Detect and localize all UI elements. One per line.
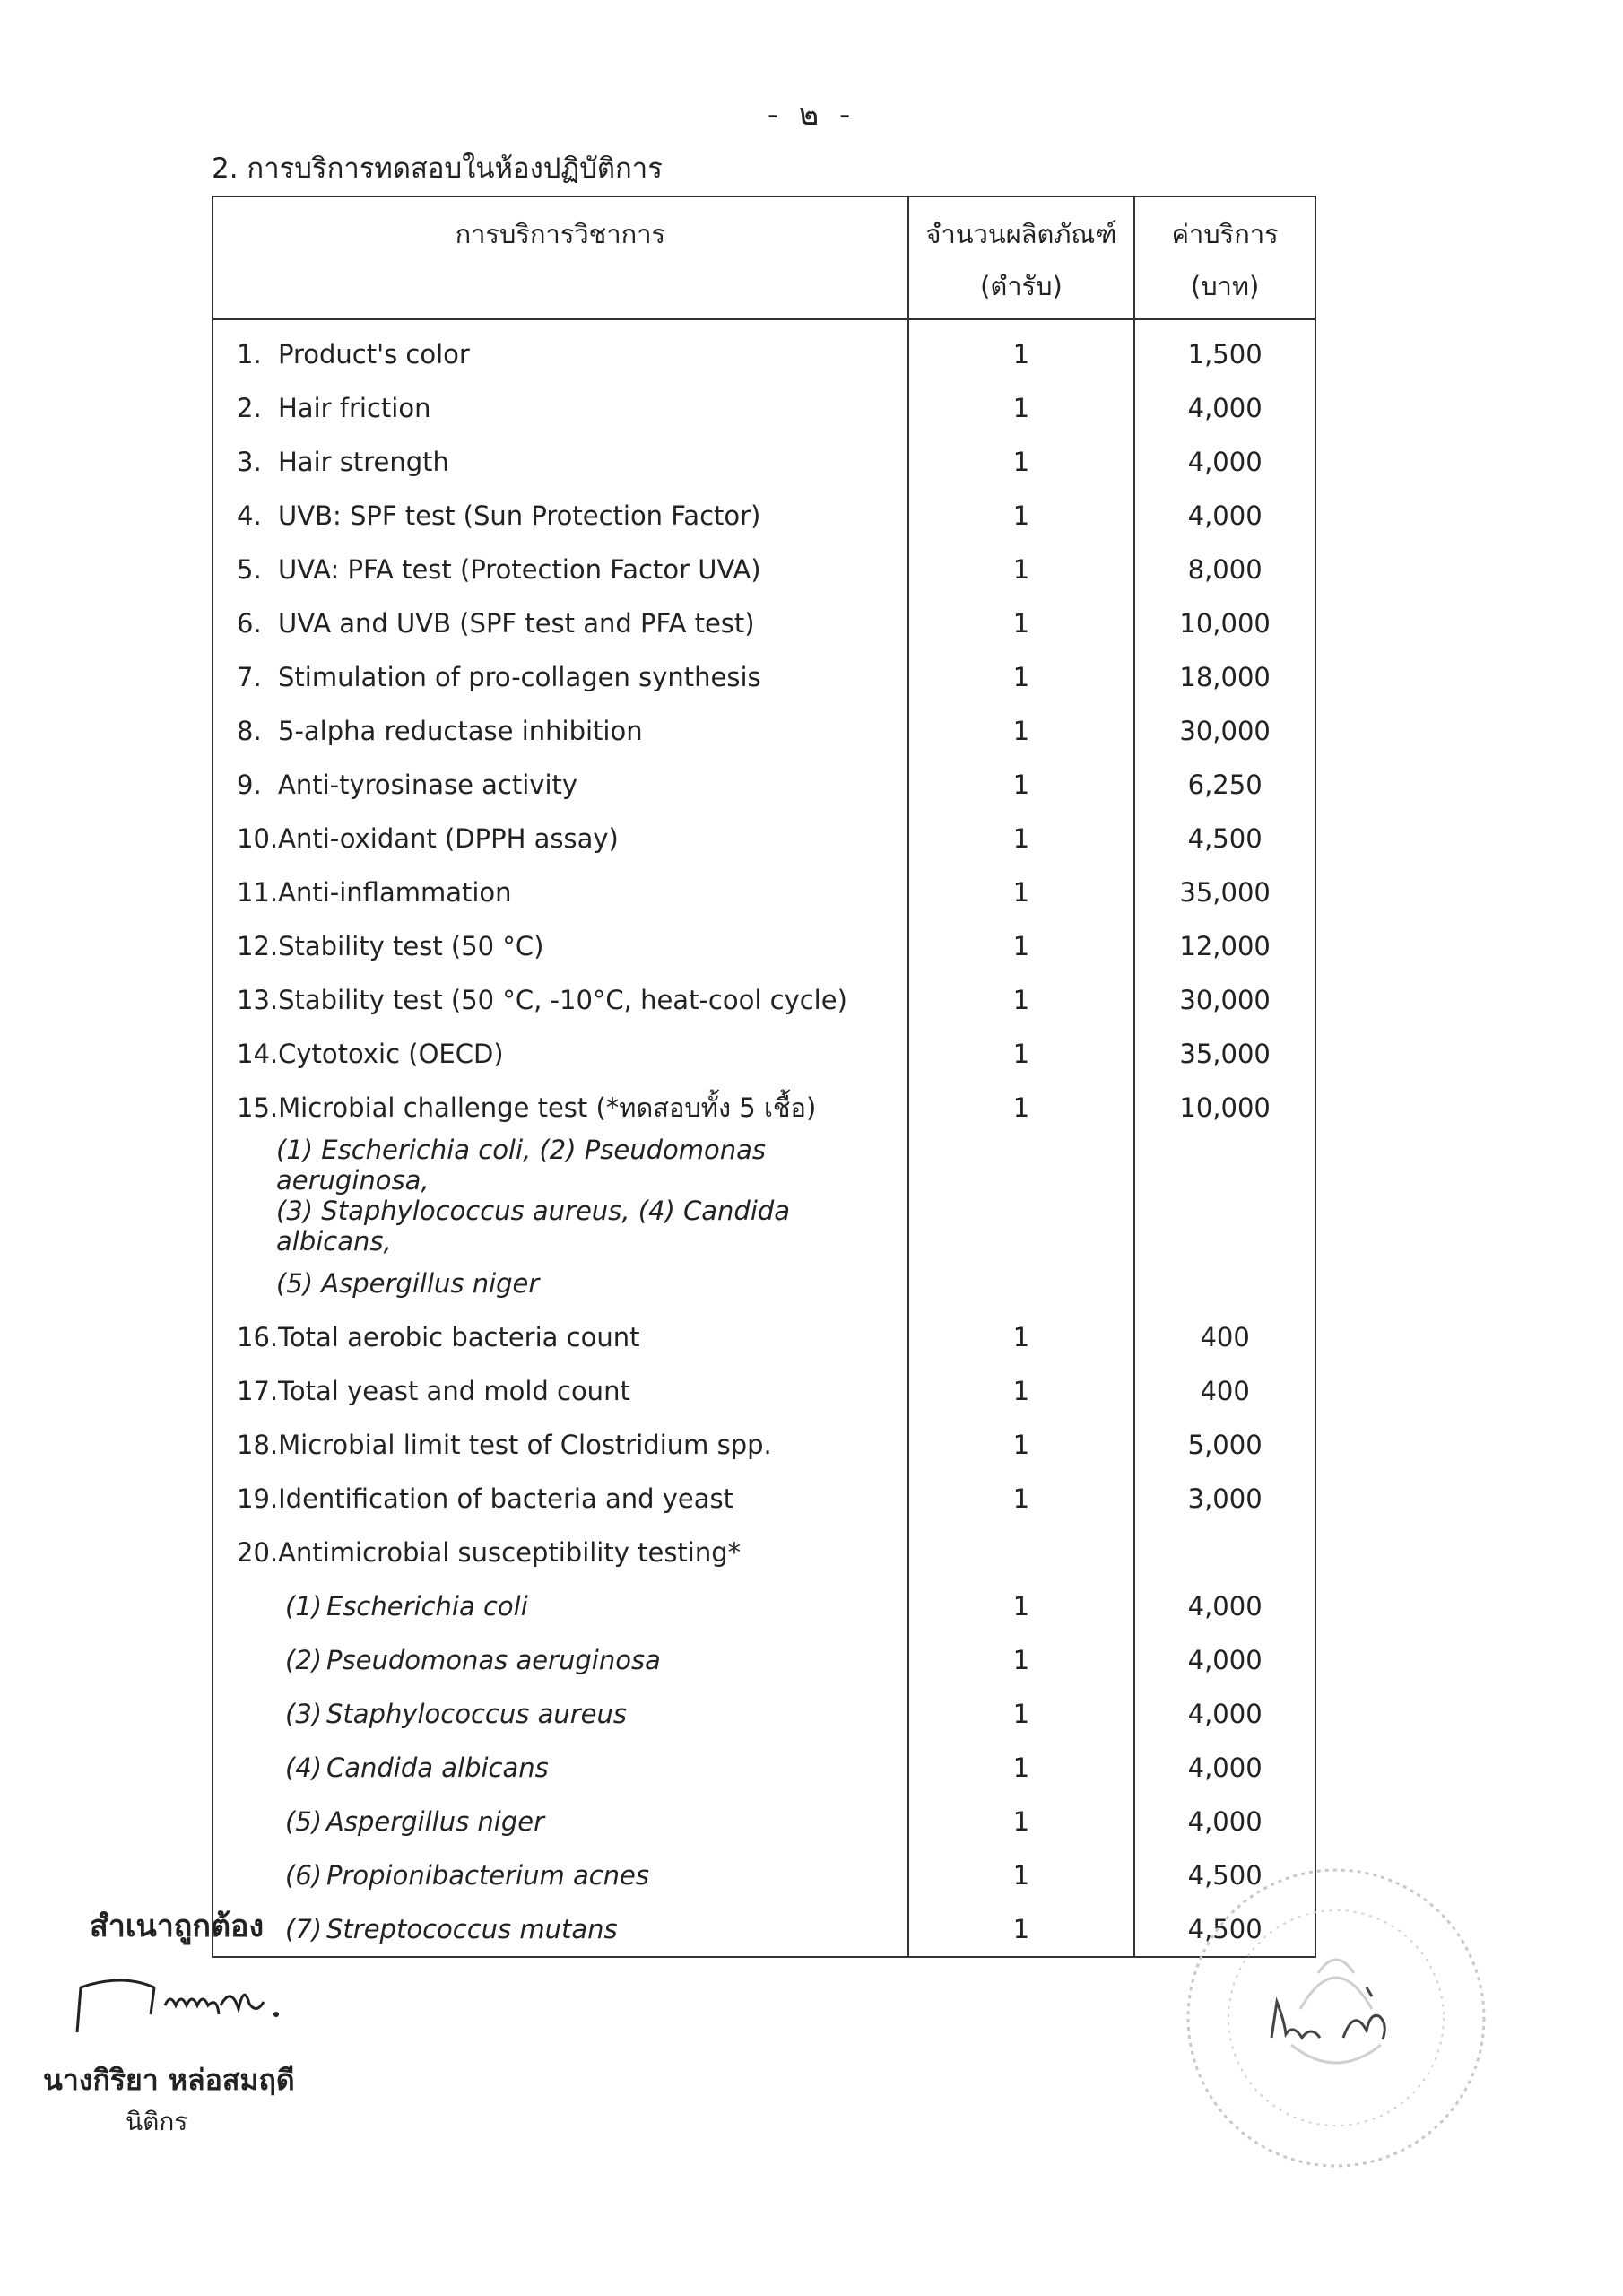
table-row xyxy=(213,758,1315,812)
quantity-cell xyxy=(908,1196,1135,1257)
price-cell: 10,000 xyxy=(1134,596,1315,650)
service-name-cell xyxy=(213,489,908,543)
quantity-cell: 1 xyxy=(908,865,1135,919)
item-number: (5) xyxy=(285,1806,323,1837)
service-name: Antimicrobial susceptibility testing* xyxy=(278,1537,742,1568)
header-quantity: จำนวนผลิตภัณฑ์ (ตำรับ) xyxy=(908,196,1135,319)
sub-table-row xyxy=(213,1795,1315,1848)
quantity-cell: 1 xyxy=(908,1579,1135,1633)
table-row xyxy=(213,319,1315,381)
service-name-cell xyxy=(213,435,908,489)
quantity-cell: 1 xyxy=(908,1633,1135,1687)
quantity-cell: 1 xyxy=(908,543,1135,596)
table-row xyxy=(213,381,1315,435)
quantity-cell: 1 xyxy=(908,1310,1135,1364)
table-row xyxy=(213,596,1315,650)
service-name-cell xyxy=(213,1579,908,1633)
price-cell: 35,000 xyxy=(1134,865,1315,919)
quantity-cell xyxy=(908,1257,1135,1310)
item-number: 17. xyxy=(237,1376,279,1406)
price-cell: 3,000 xyxy=(1134,1472,1315,1526)
service-name: UVB: SPF test (Sun Protection Factor) xyxy=(278,500,761,531)
page-number: - ๒ - xyxy=(767,97,856,133)
sub-table-row xyxy=(213,1687,1315,1741)
price-cell: 4,000 xyxy=(1134,1795,1315,1848)
table-row xyxy=(213,1418,1315,1472)
sub-table-row xyxy=(213,1848,1315,1902)
table-row xyxy=(213,543,1315,596)
service-name: Candida albicans xyxy=(326,1752,549,1783)
quantity-cell xyxy=(908,1526,1135,1579)
service-name: Total aerobic bacteria count xyxy=(278,1322,640,1352)
service-name: Microbial challenge test (*ทดสอบทั้ง 5 เชื้อ) xyxy=(278,1092,817,1123)
quantity-cell: 1 xyxy=(908,650,1135,704)
quantity-cell: 1 xyxy=(908,1418,1135,1472)
price-cell: 4,000 xyxy=(1134,435,1315,489)
quantity-cell: 1 xyxy=(908,1027,1135,1081)
quantity-cell: 1 xyxy=(908,1687,1135,1741)
quantity-cell: 1 xyxy=(908,596,1135,650)
service-name-cell xyxy=(213,1902,908,1957)
service-name: Stability test (50 °C, -10°C, heat-cool cycle) xyxy=(278,985,847,1015)
service-name: (5) Aspergillus niger xyxy=(276,1268,540,1299)
service-name: Staphylococcus aureus xyxy=(326,1699,627,1729)
table-row xyxy=(213,489,1315,543)
quantity-cell: 1 xyxy=(908,435,1135,489)
price-cell: 8,000 xyxy=(1134,543,1315,596)
service-name-cell xyxy=(213,1081,908,1135)
quantity-cell: 1 xyxy=(908,1848,1135,1902)
section-title: 2. การบริการทดสอบในห้องปฏิบัติการ xyxy=(212,152,663,185)
price-cell: 18,000 xyxy=(1134,650,1315,704)
service-name-cell xyxy=(213,919,908,973)
certifier-role: นิติกร xyxy=(126,2107,188,2136)
item-number: 1. xyxy=(237,339,262,370)
item-number: 4. xyxy=(237,500,262,531)
price-cell: 4,000 xyxy=(1134,1579,1315,1633)
price-cell: 4,500 xyxy=(1134,1848,1315,1902)
item-number: 19. xyxy=(237,1483,279,1514)
quantity-cell: 1 xyxy=(908,489,1135,543)
item-number: 14. xyxy=(237,1039,279,1069)
service-name: Anti-oxidant (DPPH assay) xyxy=(278,823,619,854)
service-name: Total yeast and mold count xyxy=(278,1376,630,1406)
sub-table-row xyxy=(213,1633,1315,1687)
service-name-cell xyxy=(213,1633,908,1687)
price-cell: 400 xyxy=(1134,1310,1315,1364)
item-number: (1) xyxy=(285,1591,323,1622)
official-seal-stamp xyxy=(1166,1839,1506,2179)
service-name-cell xyxy=(213,1741,908,1795)
item-number: 13. xyxy=(237,985,279,1015)
quantity-cell: 1 xyxy=(908,919,1135,973)
service-name: Stability test (50 °C) xyxy=(278,931,544,961)
price-cell xyxy=(1134,1196,1315,1257)
item-number: 11. xyxy=(237,877,279,908)
service-name: UVA and UVB (SPF test and PFA test) xyxy=(278,608,755,639)
service-name-cell xyxy=(213,543,908,596)
item-number: 15. xyxy=(237,1092,279,1123)
service-name-cell xyxy=(213,1257,908,1310)
item-number: 10. xyxy=(237,823,279,854)
table-row xyxy=(213,973,1315,1027)
service-name-cell xyxy=(213,758,908,812)
service-name-cell xyxy=(213,1135,908,1196)
quantity-cell: 1 xyxy=(908,704,1135,758)
quantity-cell: 1 xyxy=(908,973,1135,1027)
service-name-cell xyxy=(213,812,908,865)
price-cell: 6,250 xyxy=(1134,758,1315,812)
quantity-cell: 1 xyxy=(908,1902,1135,1957)
table-row xyxy=(213,865,1315,919)
item-number: 9. xyxy=(237,770,262,800)
organism-list-line xyxy=(213,1196,1315,1257)
service-name: (1) Escherichia coli, (2) Pseudomonas aeruginosa, xyxy=(276,1135,767,1196)
item-number: 8. xyxy=(237,716,262,746)
table-body xyxy=(213,319,1315,1957)
sub-table-row xyxy=(213,1579,1315,1633)
price-cell: 4,500 xyxy=(1134,1902,1315,1957)
price-cell: 5,000 xyxy=(1134,1418,1315,1472)
item-number: 20. xyxy=(237,1537,279,1568)
item-number: 6. xyxy=(237,608,262,639)
service-name-cell xyxy=(213,1526,908,1579)
service-name: Streptococcus mutans xyxy=(326,1914,618,1944)
organism-list-line xyxy=(213,1135,1315,1196)
price-cell: 1,500 xyxy=(1134,319,1315,381)
quantity-cell: 1 xyxy=(908,1795,1135,1848)
price-cell xyxy=(1134,1526,1315,1579)
handwritten-signature xyxy=(68,1961,301,2050)
service-name-cell xyxy=(213,1848,908,1902)
price-cell: 4,000 xyxy=(1134,381,1315,435)
service-name-cell xyxy=(213,650,908,704)
certifier-name: นางกิริยา หล่อสมฤดี xyxy=(43,2063,295,2097)
certified-copy-label: สำเนาถูกต้อง xyxy=(90,1909,265,1944)
item-number: 12. xyxy=(237,931,279,961)
item-number: (7) xyxy=(285,1914,323,1944)
item-number: 3. xyxy=(237,447,262,477)
service-name-cell xyxy=(213,1364,908,1418)
service-name: Product's color xyxy=(278,339,470,370)
price-cell: 12,000 xyxy=(1134,919,1315,973)
item-number: (3) xyxy=(285,1699,323,1729)
table-row xyxy=(213,919,1315,973)
quantity-cell: 1 xyxy=(908,1364,1135,1418)
table-row xyxy=(213,1364,1315,1418)
service-name: Aspergillus niger xyxy=(326,1806,545,1837)
service-name: Escherichia coli xyxy=(326,1591,528,1622)
sub-table-row xyxy=(213,1741,1315,1795)
service-name-cell xyxy=(213,1027,908,1081)
service-name: Identification of bacteria and yeast xyxy=(278,1483,733,1514)
service-name-cell xyxy=(213,1310,908,1364)
service-name-cell xyxy=(213,704,908,758)
header-service: การบริการวิชาการ xyxy=(213,196,908,319)
item-number: 16. xyxy=(237,1322,279,1352)
organism-list-line xyxy=(213,1257,1315,1310)
price-cell: 400 xyxy=(1134,1364,1315,1418)
price-cell: 30,000 xyxy=(1134,973,1315,1027)
item-number: (4) xyxy=(285,1752,323,1783)
table-row xyxy=(213,1310,1315,1364)
item-number: 7. xyxy=(237,662,262,692)
table-header-row xyxy=(213,196,1315,319)
service-name-cell xyxy=(213,1472,908,1526)
service-name-cell xyxy=(213,1418,908,1472)
service-name-cell xyxy=(213,381,908,435)
service-name-cell xyxy=(213,596,908,650)
service-name: Microbial limit test of Clostridium spp. xyxy=(278,1430,772,1460)
price-cell xyxy=(1134,1257,1315,1310)
item-number: 5. xyxy=(237,554,262,585)
quantity-cell: 1 xyxy=(908,1472,1135,1526)
service-name: Anti-inflammation xyxy=(278,877,512,908)
item-number: (6) xyxy=(285,1860,323,1891)
service-name: (3) Staphylococcus aureus, (4) Candida albicans, xyxy=(276,1196,791,1257)
quantity-cell: 1 xyxy=(908,319,1135,381)
service-name-cell xyxy=(213,1687,908,1741)
table-row xyxy=(213,812,1315,865)
service-name-cell xyxy=(213,865,908,919)
table-row xyxy=(213,704,1315,758)
table-row xyxy=(213,1027,1315,1081)
quantity-cell: 1 xyxy=(908,381,1135,435)
table-row xyxy=(213,650,1315,704)
quantity-cell: 1 xyxy=(908,812,1135,865)
price-cell: 4,500 xyxy=(1134,812,1315,865)
table-row xyxy=(213,1472,1315,1526)
table-row xyxy=(213,1526,1315,1579)
quantity-cell: 1 xyxy=(908,1741,1135,1795)
header-price: ค่าบริการ (บาท) xyxy=(1134,196,1315,319)
price-cell xyxy=(1134,1135,1315,1196)
price-cell: 30,000 xyxy=(1134,704,1315,758)
table-row xyxy=(213,435,1315,489)
price-cell: 10,000 xyxy=(1134,1081,1315,1135)
price-cell: 4,000 xyxy=(1134,489,1315,543)
service-fee-table xyxy=(212,196,1316,1958)
service-name: Anti-tyrosinase activity xyxy=(278,770,578,800)
price-cell: 4,000 xyxy=(1134,1741,1315,1795)
service-name-cell xyxy=(213,973,908,1027)
service-name: 5-alpha reductase inhibition xyxy=(278,716,643,746)
service-name: Stimulation of pro-collagen synthesis xyxy=(278,662,761,692)
table-row xyxy=(213,1081,1315,1135)
service-name: Hair friction xyxy=(278,393,431,423)
item-number: (2) xyxy=(285,1645,323,1675)
item-number: 18. xyxy=(237,1430,279,1460)
price-cell: 4,000 xyxy=(1134,1633,1315,1687)
quantity-cell xyxy=(908,1135,1135,1196)
sub-table-row xyxy=(213,1902,1315,1957)
service-name: Cytotoxic (OECD) xyxy=(278,1039,504,1069)
service-name-cell xyxy=(213,319,908,381)
service-name: UVA: PFA test (Protection Factor UVA) xyxy=(278,554,761,585)
service-name-cell xyxy=(213,1196,908,1257)
price-cell: 4,000 xyxy=(1134,1687,1315,1741)
service-name: Propionibacterium acnes xyxy=(326,1860,650,1891)
price-cell: 35,000 xyxy=(1134,1027,1315,1081)
quantity-cell: 1 xyxy=(908,758,1135,812)
service-name-cell xyxy=(213,1795,908,1848)
service-name: Hair strength xyxy=(278,447,449,477)
quantity-cell: 1 xyxy=(908,1081,1135,1135)
service-name: Pseudomonas aeruginosa xyxy=(326,1645,661,1675)
item-number: 2. xyxy=(237,393,262,423)
